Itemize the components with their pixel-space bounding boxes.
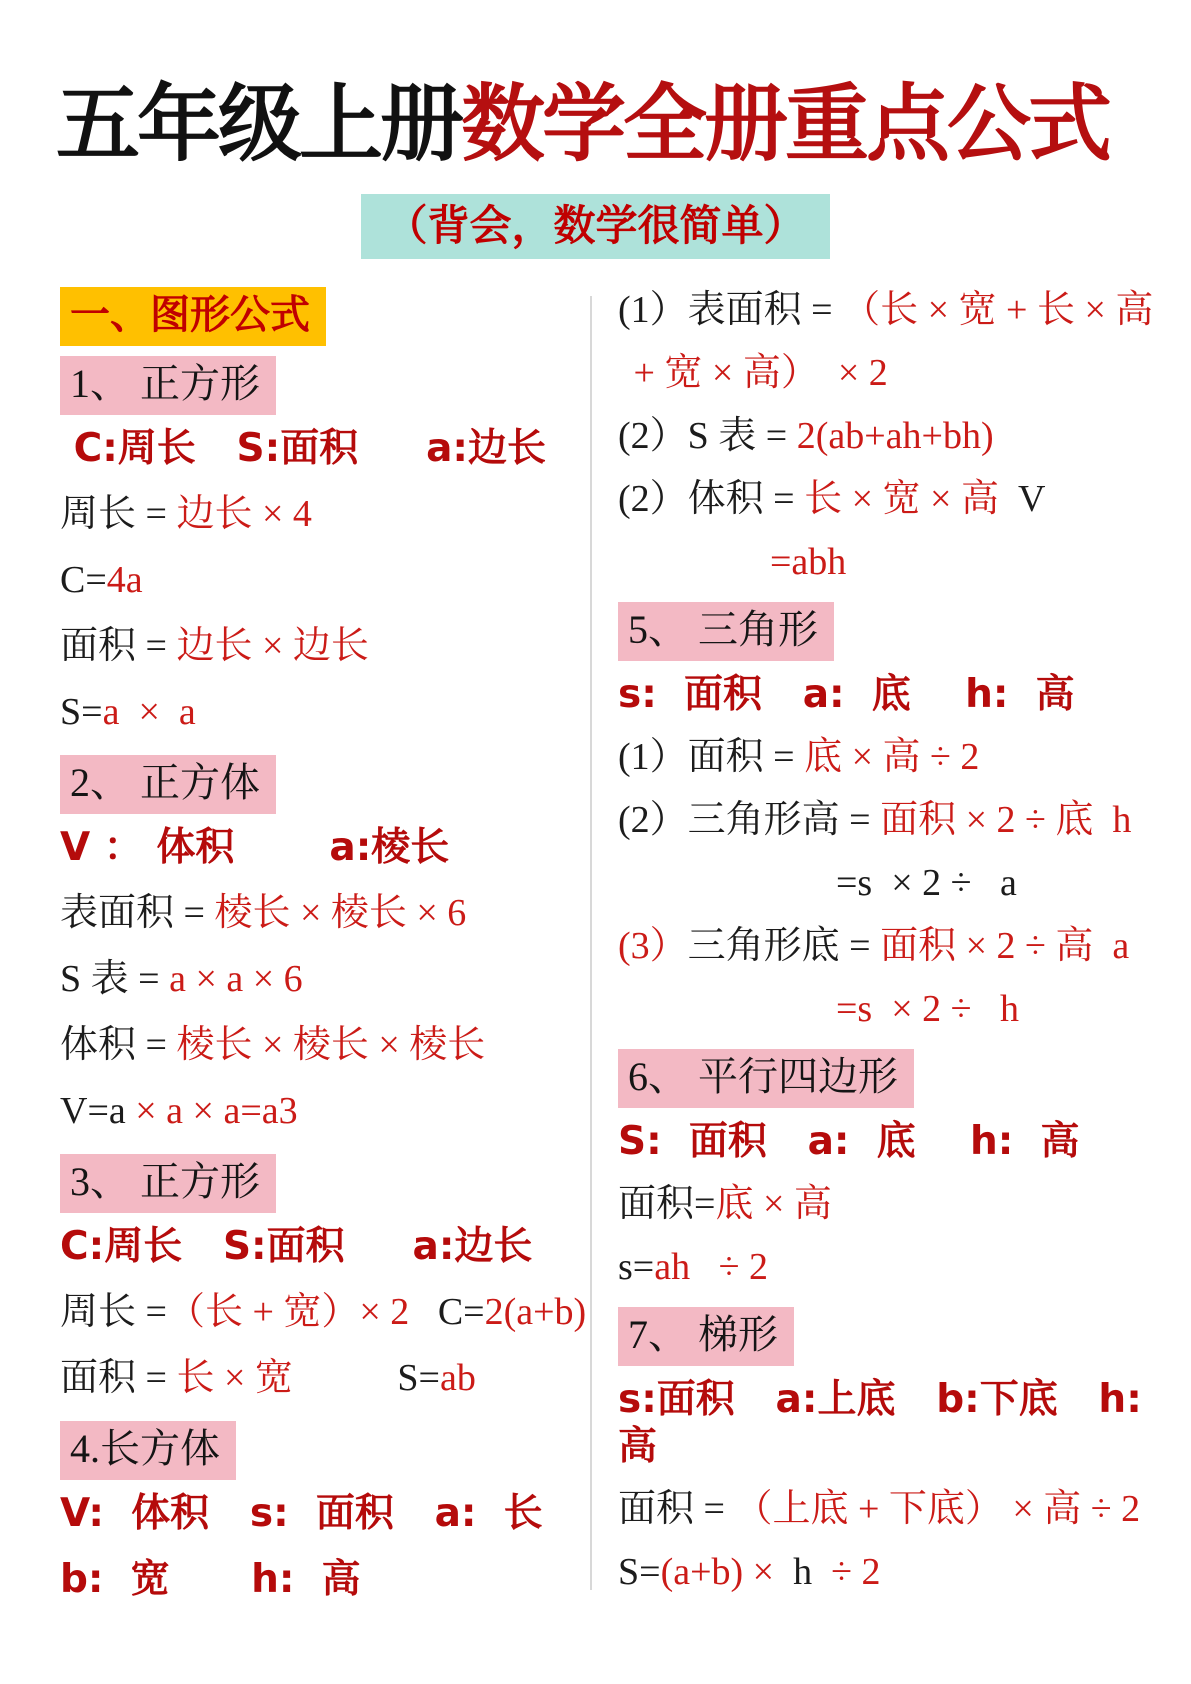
variable-legend: C:周长 S:面积 a:边长 bbox=[60, 426, 547, 471]
formula-text-red: 底 × 高 ÷ 2 bbox=[804, 736, 980, 778]
formula-text-red: 面积 × 2 ÷ 底 h bbox=[880, 799, 1132, 841]
shape-heading-trapezoid bbox=[618, 1307, 1183, 1366]
formula-text-red: 4a bbox=[106, 559, 143, 601]
subtitle-highlight: （背会，数学很简单） bbox=[361, 194, 829, 259]
formula-text-red: ah ÷ 2 bbox=[654, 1246, 768, 1288]
formula-line bbox=[836, 860, 1183, 907]
shape-heading-parallelogram bbox=[618, 1049, 1183, 1108]
formula-line bbox=[618, 797, 1183, 844]
formula-text-black: V bbox=[998, 478, 1046, 520]
formula-text-red: 边长 × 边长 bbox=[176, 625, 369, 667]
variable-legend: s: 面积 a: 底 h: 高 bbox=[618, 672, 1075, 717]
formula-line bbox=[618, 287, 1183, 334]
formula-text-black: (2）S 表 = bbox=[618, 415, 797, 457]
formula-text-black: h bbox=[783, 1551, 822, 1593]
formula-text-red: × a × a=a3 bbox=[135, 1090, 298, 1132]
formula-text-black: (2）三角形高 = bbox=[618, 799, 881, 841]
formula-text-red: 面积 × 2 ÷ 高 a bbox=[880, 925, 1130, 967]
variable-legend: C:周长 S:面积 a:边长 bbox=[60, 1224, 533, 1269]
shape-heading-label: 6、 平行四边形 bbox=[618, 1049, 914, 1108]
formula-line bbox=[770, 539, 1183, 586]
formula-text-black: s= bbox=[618, 1246, 655, 1288]
subtitle-row bbox=[0, 194, 1191, 259]
formula-line bbox=[60, 1289, 590, 1336]
formula-text-red: （长 + 宽）× 2 bbox=[166, 1291, 410, 1333]
formula-text-red: ÷ 2 bbox=[821, 1551, 881, 1593]
formula-text-black: 周长 = bbox=[60, 1291, 167, 1333]
formula-text-black: S= bbox=[292, 1357, 440, 1399]
shape-heading-label: 5、 三角形 bbox=[618, 602, 834, 661]
shape-heading-cuboid bbox=[60, 1421, 590, 1480]
formula-text-red: 边长 × 4 bbox=[176, 493, 312, 535]
formula-text-red: （上底 + 下底） × 高 ÷ 2 bbox=[734, 1488, 1141, 1530]
section-heading-label: 一、图形公式 bbox=[60, 287, 326, 346]
formula-text-black: S 表 = bbox=[60, 958, 170, 1000]
formula-line bbox=[618, 1486, 1183, 1533]
formula-line bbox=[618, 734, 1183, 781]
variable-legend: V ： 体积 a:棱长 bbox=[60, 825, 450, 870]
formula-text-black: =s × 2 ÷ a bbox=[836, 862, 1017, 904]
formula-text-red: 长 × 宽 bbox=[176, 1357, 293, 1399]
formula-line bbox=[60, 1088, 590, 1135]
formula-text-black: 面积 = bbox=[618, 1488, 735, 1530]
left-column bbox=[60, 287, 590, 1622]
formula-line bbox=[618, 476, 1183, 523]
formula-text-red: a × a × 6 bbox=[169, 958, 303, 1000]
formula-line bbox=[60, 689, 590, 736]
shape-heading-cube bbox=[60, 755, 590, 814]
variable-legend: V: 体积 s: 面积 a: 长 bbox=[60, 1491, 543, 1536]
shape-heading-rectangle bbox=[60, 1154, 590, 1213]
formula-line bbox=[60, 1355, 590, 1402]
formula-text-red: 2(a+b) bbox=[484, 1291, 587, 1333]
formula-text-red: 棱长 × 棱长 × 6 bbox=[214, 892, 467, 934]
title-grade-text: 五年级上册 bbox=[56, 74, 462, 173]
formula-line bbox=[618, 1549, 1183, 1596]
shape-heading-square bbox=[60, 356, 590, 415]
shape-heading-label: 4.长方体 bbox=[60, 1421, 236, 1480]
variable-legend: s:面积 a:上底 b:下底 h: 高 bbox=[618, 1377, 1169, 1469]
formula-text-black: S= bbox=[60, 691, 103, 733]
formula-line bbox=[60, 1022, 590, 1069]
formula-text-black: 三角形底 = bbox=[687, 925, 881, 967]
formula-line bbox=[60, 623, 590, 670]
formula-text-red: (a+b) × bbox=[660, 1551, 784, 1593]
formula-line bbox=[60, 491, 590, 538]
formula-line bbox=[60, 890, 590, 937]
formula-text-red: (3） bbox=[618, 925, 688, 967]
variable-legend: S: 面积 a: 底 h: 高 bbox=[618, 1119, 1080, 1164]
shape-heading-label: 7、 梯形 bbox=[618, 1307, 794, 1366]
shape-heading-label: 3、 正方形 bbox=[60, 1154, 276, 1213]
formula-text-black: S= bbox=[618, 1551, 661, 1593]
formula-line bbox=[618, 1181, 1183, 1228]
formula-line bbox=[60, 557, 590, 604]
formula-text-black: (2）体积 = bbox=[618, 478, 805, 520]
formula-line bbox=[836, 986, 1183, 1033]
formula-text-red: 底 × 高 bbox=[715, 1183, 832, 1225]
formula-text-black: 面积= bbox=[618, 1183, 716, 1225]
formula-text-red: 棱长 × 棱长 × 棱长 bbox=[176, 1024, 486, 1066]
formula-text-black: 面积 = bbox=[60, 625, 177, 667]
shape-heading-triangle bbox=[618, 602, 1183, 661]
page-title bbox=[56, 74, 1166, 174]
formula-text-red: =s × 2 ÷ h bbox=[836, 988, 1020, 1030]
formula-text-black: (1）面积 = bbox=[618, 736, 805, 778]
column-divider bbox=[590, 296, 592, 1590]
shape-heading-label: 2、 正方体 bbox=[60, 755, 276, 814]
formula-line bbox=[618, 923, 1183, 970]
formula-text-black: (1）表面积 = bbox=[618, 289, 843, 331]
formula-text-red: a × a bbox=[102, 691, 196, 733]
formula-text-black: C= bbox=[409, 1291, 485, 1333]
formula-text-black: V=a bbox=[60, 1090, 136, 1132]
right-column bbox=[618, 287, 1183, 1612]
formula-line bbox=[618, 413, 1183, 460]
formula-text-black: 周长 = bbox=[60, 493, 177, 535]
variable-legend: b: 宽 h: 高 bbox=[60, 1557, 361, 1602]
formula-line bbox=[624, 350, 1183, 397]
formula-text-black: 体积 = bbox=[60, 1024, 177, 1066]
formula-text-red: + 宽 × 高） × 2 bbox=[624, 352, 888, 394]
formula-text-red: ab bbox=[439, 1357, 476, 1399]
formula-text-red: 长 × 宽 × 高 bbox=[804, 478, 999, 520]
formula-text-red: （长 × 宽 + 长 × 高 bbox=[842, 289, 1154, 331]
formula-text-red: 2(ab+ah+bh) bbox=[796, 415, 994, 457]
shape-heading-label: 1、 正方形 bbox=[60, 356, 276, 415]
formula-text-black: 表面积 = bbox=[60, 892, 215, 934]
formula-text-red: =abh bbox=[770, 541, 847, 583]
section-heading bbox=[60, 287, 590, 346]
formula-line bbox=[618, 1244, 1183, 1291]
formula-line bbox=[60, 956, 590, 1003]
title-subject-text: 数学全册重点公式 bbox=[461, 74, 1110, 173]
formula-text-black: 面积 = bbox=[60, 1357, 177, 1399]
formula-text-black: C= bbox=[60, 559, 107, 601]
